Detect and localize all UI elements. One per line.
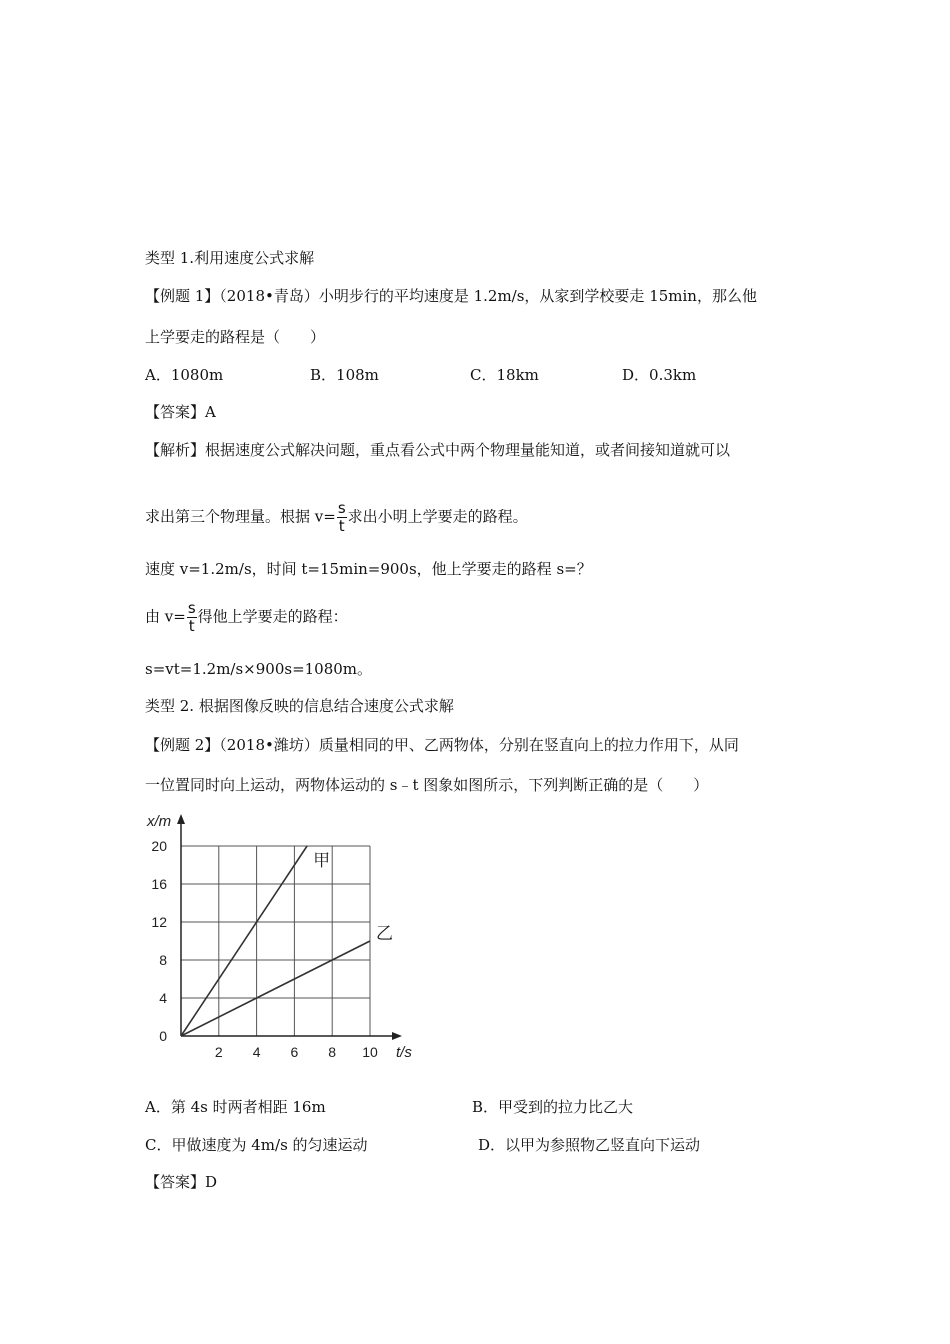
x-tick-label: 8 [328,1044,337,1060]
x-tick-label: 10 [362,1044,378,1060]
example2-option-c: C．甲做速度为 4m/s 的匀速运动 [145,1136,368,1154]
x-tick-label: 4 [252,1044,261,1060]
series-line-jia [181,846,307,1036]
x-tick-label: 6 [290,1044,299,1060]
section2-heading: 类型 2. 根据图像反映的信息结合速度公式求解 [145,697,454,715]
y-axis-label: x/m [147,813,172,830]
example1-analysis-line1: 【解析】根据速度公式解决问题，重点看公式中两个物理量能知道，或者间接知道就可以 [145,441,731,459]
y-axis-arrow [177,814,185,824]
example2-line2: 一位置同时向上运动，两物体运动的 s﹣t 图象如图所示，下列判断正确的是（ ） [145,776,709,794]
example1-option-a: A．1080m [145,366,224,384]
series-label-yi: 乙 [376,924,393,943]
fraction-denominator-2: t [188,617,195,635]
derive-suffix: 得他上学要走的路程： [197,607,348,626]
x-axis-label: t/s [396,1044,412,1061]
x-tick-label: 2 [214,1044,223,1060]
y-tick-label: 0 [159,1028,167,1044]
y-tick-label: 16 [151,876,167,892]
example1-line1: 【例题 1】（2018•青岛）小明步行的平均速度是 1.2m/s，从家到学校要走 15min，那么他 [145,287,757,305]
y-tick-label: 8 [159,952,167,968]
analysis-line2-suffix: 求出小明上学要走的路程。 [347,507,528,526]
example1-analysis-line2 [145,500,528,535]
example1-option-c: C．18km [470,366,539,384]
example1-given-line: 速度 v=1.2m/s，时间 t=15min=900s，他上学要走的路程 s=？ [145,560,592,578]
fraction-numerator: s [337,499,346,517]
example1-option-b: B．108m [310,366,379,384]
fraction-s-over-t [337,500,347,535]
chart-series [181,846,370,1036]
chart-axes [177,814,402,1040]
section1-heading: 类型 1.利用速度公式求解 [145,249,315,267]
fraction-s-over-t-2 [187,600,197,635]
s-t-graph [140,808,420,1070]
analysis-line2-prefix: 求出第三个物理量。根据 v= [145,507,336,526]
example2-option-d: D．以甲为参照物乙竖直向下运动 [478,1136,701,1154]
chart-grid [181,846,370,1036]
y-tick-label: 4 [159,990,167,1006]
series-label-jia: 甲 [313,851,331,870]
example2-option-b: B．甲受到的拉力比乙大 [472,1098,634,1116]
example1-option-d: D．0.3km [622,366,697,384]
example1-answer: 【答案】A [145,403,216,421]
example2-option-a: A．第 4s 时两者相距 16m [145,1098,326,1116]
example2-line1: 【例题 2】（2018•潍坊）质量相同的甲、乙两物体，分别在竖直向上的拉力作用下，从同 [145,736,739,754]
y-tick-label: 20 [151,838,167,854]
example2-answer: 【答案】D [145,1173,218,1191]
series-line-yi [181,941,370,1036]
example1-derive-line [145,600,348,635]
y-tick-label: 12 [151,914,167,930]
fraction-numerator-2: s [187,599,196,617]
fraction-denominator: t [338,517,345,535]
chart-labels [146,813,412,1061]
example1-line2: 上学要走的路程是（ ） [145,328,326,346]
derive-prefix: 由 v= [145,607,186,626]
example1-result: s=vt=1.2m/s×900s=1080m。 [145,660,373,678]
x-axis-arrow [392,1032,402,1040]
